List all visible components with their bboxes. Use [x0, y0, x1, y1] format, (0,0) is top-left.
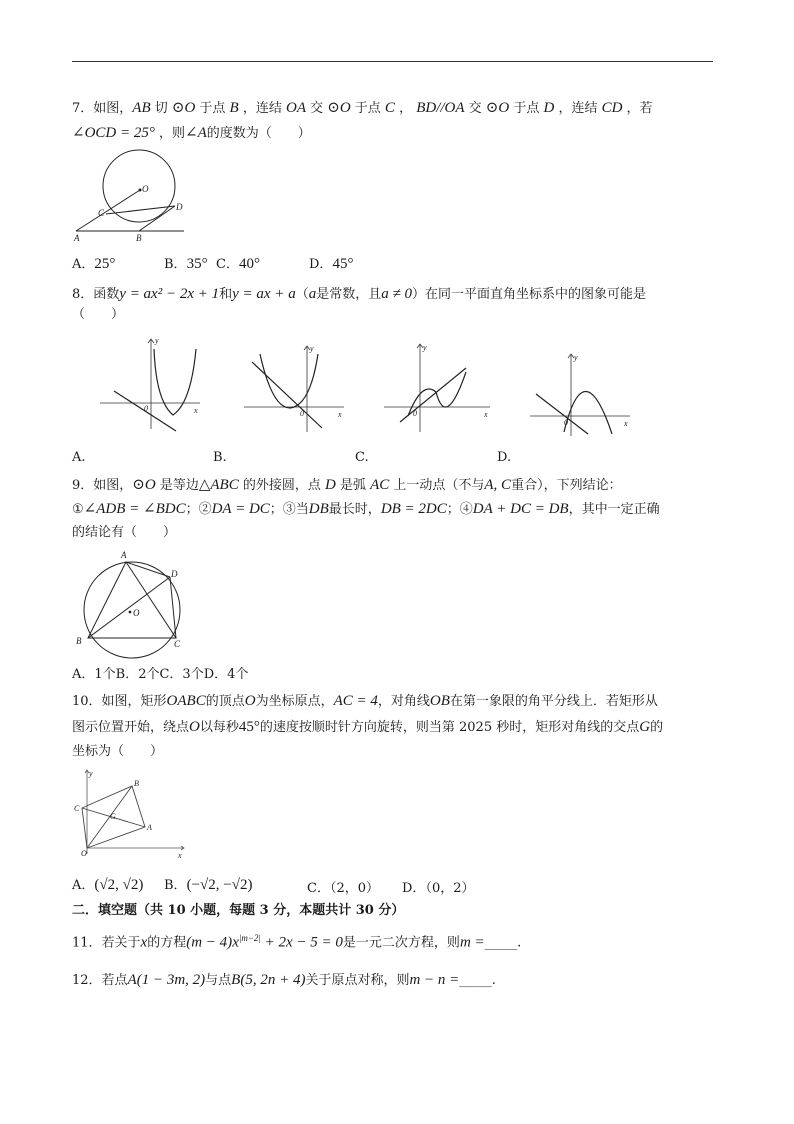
q10-text: ，对角线 [377, 694, 430, 709]
q9-text: 最长时， [328, 502, 381, 517]
q7-math-bdoa: BD//OA [416, 100, 465, 116]
q7-point-b: B [229, 100, 239, 116]
q9-line2 [72, 500, 660, 519]
q7-label-c: C [98, 208, 105, 218]
q7-point-c: C [384, 100, 395, 116]
q8-c-y-label: y [423, 343, 427, 352]
q7-number: 7．如图， [72, 101, 133, 116]
q10-line1 [72, 692, 658, 711]
q12-point-b: B(5, 2n + 4) [231, 972, 306, 988]
q10-option-letter: C． [307, 881, 330, 896]
q11-answer-blank[interactable]: _____. [484, 935, 522, 951]
q11-equation-coef: (m − 4) [186, 934, 233, 951]
q7-text: 的度数为（ ） [206, 126, 311, 141]
q9-circle-o: ⊙O [132, 477, 156, 493]
q7-text: 于点 [350, 101, 385, 116]
q11-text: 是一元二次方程，则 [342, 935, 460, 951]
q9-circle [84, 562, 180, 658]
q11-text: 的方程 [147, 935, 187, 951]
q7-option-value: 25° [94, 256, 116, 272]
q9-text: 是弧 [335, 478, 371, 493]
q9-text: 是等边 [155, 478, 199, 493]
q9-conclusion-1: ∠ADB = ∠BDC [83, 501, 186, 517]
q7-text: 于点 [195, 101, 230, 116]
q10-text: 坐标为（ ） [72, 744, 164, 759]
q9-options-text: A．1个B．2个C．3个D．4个 [72, 667, 249, 682]
q8-text: （ ） [72, 307, 125, 322]
q8-option-b[interactable]: B. [213, 450, 227, 465]
q7-math-ab: AB [132, 100, 151, 116]
q9-text: ，其中一定正确 [568, 502, 660, 517]
q7-text: 交 [464, 101, 486, 116]
q9-figure [72, 547, 192, 662]
q7-text: 交 [305, 101, 328, 116]
q12-line [72, 971, 496, 990]
q9-math-db: DB [308, 501, 329, 517]
q10-diagonal-ob: OB [429, 693, 450, 709]
q8-text: 和 [219, 287, 233, 302]
q9-label-d: D [171, 569, 178, 579]
q9-conclusion-2: DA = DC [211, 501, 270, 517]
q9-segment-dc [170, 577, 176, 638]
q10-option-letter: A． [72, 878, 95, 893]
q10-point-o: O [244, 693, 256, 709]
q8-a-origin-label: 0 [144, 404, 148, 413]
q11-line [72, 929, 521, 952]
q8-c-x-label: x [484, 410, 488, 419]
q8-line2 [72, 306, 124, 324]
q10-option-a[interactable] [72, 874, 143, 894]
q9-label-c: C [174, 639, 181, 649]
q9-line1 [72, 476, 622, 495]
q8-a-y-label: y [155, 336, 159, 345]
q9-center-dot [129, 611, 132, 614]
q10-ac-length: AC = 4 [333, 693, 378, 709]
q8-function-2: y = ax + a [232, 286, 296, 302]
q10-text: 的 [650, 720, 664, 735]
q12-text: 与点 [205, 973, 232, 988]
q10-option-letter: B． [164, 878, 187, 893]
q10-text: 的顶点 [205, 694, 245, 709]
q7-text: ，连结 [554, 101, 602, 116]
q12-number: 12．若点 [72, 973, 128, 988]
q7-option-value: 35° [186, 256, 208, 272]
q7-label-b: B [136, 233, 142, 243]
q7-segment-ao [76, 190, 140, 231]
q10-option-value: （2，0） [329, 881, 379, 896]
q8-b-origin-label: 0 [300, 409, 304, 418]
q7-text: ，连结 [238, 101, 286, 116]
q10-option-value: (−√2, −√2) [186, 877, 253, 893]
q12-answer-blank[interactable]: _____. [459, 973, 496, 988]
q10-degrees: 45° [238, 719, 260, 735]
q10-option-value: （0，2） [425, 881, 475, 896]
q10-text: 在第一象限的角平分线上．若矩形从 [449, 694, 658, 709]
q9-line3 [72, 524, 176, 542]
q10-point-o: O [189, 719, 200, 735]
q11-equation-rest: + 2x − 5 = 0 [260, 934, 343, 951]
q8-graph-c [380, 340, 495, 435]
q9-text: 的外接圆，点 [238, 478, 325, 493]
q7-text: 于点 [509, 101, 544, 116]
q11-equation-x: x [232, 934, 239, 951]
q8-d-origin-label: 0 [564, 418, 568, 427]
q7-circle [103, 150, 175, 222]
q9-text: ；② [185, 502, 212, 517]
q8-text: （ [295, 287, 309, 302]
q9-conclusion-4: DA + DC = DB [472, 501, 569, 517]
q11-number: 11．若关于 [72, 935, 141, 951]
q8-graph-d [526, 350, 636, 440]
q10-figure [72, 764, 187, 859]
q10-option-letter: D． [402, 881, 426, 896]
q12-point-a: A(1 − 3m, 2) [127, 972, 206, 988]
q11-var-m: m = [459, 934, 485, 951]
q10-option-value: (√2, √2) [94, 877, 144, 893]
q9-point-d: D [324, 477, 336, 493]
q9-label-o: O [133, 608, 140, 618]
q7-option-d[interactable] [309, 253, 353, 273]
q8-function-1: y = ax² − 2x + 1 [119, 286, 220, 302]
q8-graph-b [240, 340, 350, 435]
q10-text: 图示位置开始，绕点 [72, 720, 190, 735]
q8-c-origin-label: 0 [413, 409, 417, 418]
q8-condition: a ≠ 0 [381, 286, 412, 302]
header-rule [72, 61, 713, 62]
q9-text: ① [72, 502, 84, 517]
q10-line2 [72, 718, 663, 737]
q7-option-b[interactable] [164, 253, 208, 273]
q10-label-c: C [74, 804, 80, 813]
q9-text: 重合），下列结论： [511, 478, 622, 493]
q10-text: 的速度按顺时针方向旋转，则当第 2025 秒时，矩形对角线的交点 [259, 720, 640, 735]
q10-rect-oabc: OABC [166, 693, 206, 709]
q7-label-a: A [74, 233, 80, 243]
q10-text: 为坐标原点， [255, 694, 334, 709]
q7-math-oa: OA [285, 100, 306, 116]
q9-points-ac: A, C [484, 477, 512, 493]
q7-circle-o: ⊙O [485, 100, 510, 116]
q7-text: ，则 [154, 126, 185, 141]
q10-label-a: A [147, 823, 152, 832]
q9-text: 的结论有（ ） [72, 525, 177, 540]
q7-option-letter: C． [216, 257, 239, 272]
q8-d-x-label: x [624, 419, 628, 428]
q10-option-d[interactable] [402, 877, 474, 896]
q7-circle-o: ⊙O [171, 100, 196, 116]
q11-equation-exponent: |m−2| [238, 933, 261, 943]
q12-text: 关于原点对称，则 [305, 973, 410, 988]
q12-expression: m − n = [409, 972, 460, 988]
q9-options[interactable] [72, 666, 248, 684]
q8-option-d[interactable]: D. [497, 450, 512, 465]
q8-line1 [72, 285, 646, 304]
q10-label-y: y [89, 769, 93, 778]
q8-var-a: a [308, 286, 317, 302]
q9-arc-ac: AC [370, 477, 390, 493]
q8-b-y-label: y [310, 344, 314, 353]
q9-label-a: A [121, 550, 127, 560]
q10-option-c[interactable] [307, 877, 379, 896]
q7-label-d: D [176, 202, 183, 212]
q8-b-x-label: x [338, 410, 342, 419]
q9-text: ；③当 [269, 502, 309, 517]
q7-figure [72, 148, 187, 243]
q8-text: ）在同一平面直角坐标系中的图象可能是 [411, 287, 646, 302]
q7-line2 [72, 124, 311, 143]
q7-option-a[interactable] [72, 253, 115, 273]
q7-option-letter: B． [164, 257, 187, 272]
q7-angle-a: ∠A [185, 125, 207, 141]
q8-a-x-label: x [194, 406, 198, 415]
q7-option-value: 45° [332, 256, 354, 272]
q7-text: 切 [150, 101, 172, 116]
q7-circle-o: ⊙O [327, 100, 351, 116]
q8-d-y-label: y [574, 353, 578, 362]
q10-label-x: x [178, 851, 182, 859]
q10-point-g: G [639, 719, 651, 735]
q8-text: 是常数，且 [316, 287, 382, 302]
q7-option-letter: A． [72, 257, 95, 272]
q7-option-letter: D． [309, 257, 333, 272]
q8-option-c[interactable]: C. [355, 450, 369, 465]
q9-conclusion-3: DB = 2DC [380, 501, 447, 517]
q7-text: ， [394, 101, 417, 116]
q10-label-o: O [81, 849, 87, 858]
q7-point-d: D [543, 100, 555, 116]
q8-option-a[interactable]: A. [72, 450, 86, 465]
q7-angle-ocd: ∠OCD = 25° [72, 125, 155, 141]
q10-label-g: G [110, 812, 116, 821]
q10-number: 10．如图，矩形 [72, 694, 167, 709]
q7-option-value: 40° [238, 256, 260, 272]
q9-triangle: △ABC [198, 477, 239, 493]
q9-label-b: B [76, 636, 82, 646]
q7-label-o: O [142, 184, 149, 194]
q9-text: 上一动点（不与 [389, 478, 485, 493]
q10-text: 以每秒 [199, 720, 239, 735]
q7-math-cd: CD [601, 100, 623, 116]
q7-option-c[interactable] [216, 253, 260, 273]
q10-label-b: B [134, 779, 139, 788]
q8-graph-a [96, 333, 206, 433]
q10-option-b[interactable] [164, 874, 252, 894]
q9-segment-bd [88, 577, 170, 638]
q8-number: 8．函数 [72, 287, 120, 302]
q10-line3 [72, 743, 163, 761]
q7-line1 [72, 99, 653, 118]
q9-text: ；④ [446, 502, 473, 517]
q11-var-x: x [140, 934, 148, 951]
q7-text: ，若 [622, 101, 653, 116]
section-2-heading: 二．填空题（共 10 小题，每题 3 分，本题共计 30 分） [72, 903, 405, 918]
q9-number: 9．如图， [72, 478, 133, 493]
